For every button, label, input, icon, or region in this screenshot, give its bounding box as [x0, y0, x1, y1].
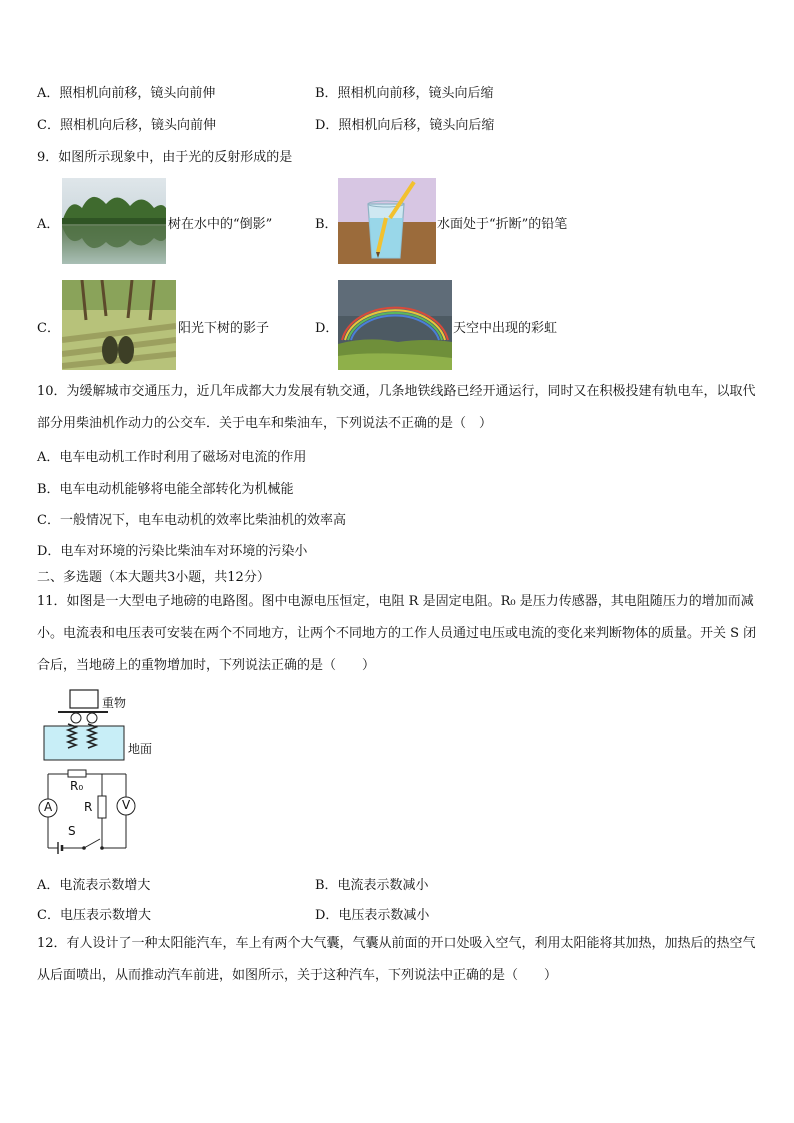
q8-option-a: A．照相机向前移，镜头向前伸 — [37, 86, 216, 101]
weighbridge-circuit-diagram — [38, 688, 168, 856]
q9-option-a-caption: 树在水中的“倒影” — [168, 217, 273, 232]
q10-option-c: C．一般情况下，电车电动机的效率比柴油机的效率高 — [37, 513, 346, 528]
q9-option-a-letter: A． — [37, 217, 60, 232]
q8-option-d: D．照相机向后移，镜头向后缩 — [315, 118, 495, 133]
q9-option-d-letter: D． — [315, 321, 339, 336]
q9-option-b-letter: B． — [315, 217, 338, 232]
q10-stem: 10．为缓解城市交通压力，近几年成都大力发展有轨交通，几条地铁线路已经开通运行，同时又在积极投建有轨电车，以取代部分用柴油机作动力的公交车．关于电车和柴油车，下列说法不正确的是（ ） — [37, 384, 756, 431]
r-label: R — [84, 800, 93, 814]
q11-option-d: D．电压表示数减小 — [315, 908, 430, 923]
q9-option-c-caption: 阳光下树的影子 — [178, 321, 270, 336]
q11-option-b: B．电流表示数减小 — [315, 878, 429, 893]
q9-option-c-letter: C． — [37, 321, 60, 336]
tree-reflection-image — [62, 178, 166, 264]
q11-stem: 11．如图是一大型电子地磅的电路图。图中电源电压恒定，电阻 R 是固定电阻。R₀ 是压力传感器，其电阻随压力的增加而减小。电流表和电压表可安装在两个不同地方，让两个不同地方的工作人员通过电压或电流的变化来判断物体的质量。开关 S 闭合后，当地磅上的重物增加时，下列说法正确的是（ ） — [37, 594, 757, 673]
q10-option-b: B．电车电动机能够将电能全部转化为机械能 — [37, 482, 294, 497]
weight-label: 重物 — [102, 696, 127, 710]
q9-option-d-caption: 天空中出现的彩虹 — [453, 321, 558, 336]
q9-option-b-caption: 水面处于“折断”的铅笔 — [437, 217, 568, 232]
tree-shadow-image — [62, 280, 176, 370]
q10-option-d: D．电车对环境的污染比柴油车对环境的污染小 — [37, 544, 308, 559]
pencil-in-water-image — [338, 178, 436, 264]
r0-label: R₀ — [70, 779, 84, 793]
section-multiple-choice-heading: 二、多选题（本大题共3小题，共12分） — [37, 570, 270, 585]
ground-label: 地面 — [128, 742, 153, 756]
q11-option-c: C．电压表示数增大 — [37, 908, 151, 923]
q12-stem: 12．有人设计了一种太阳能汽车，车上有两个大气囊，气囊从前面的开口处吸入空气，利用太阳能将其加热，加热后的热空气从后面喷出，从而推动汽车前进，如图所示，关于这种汽车，下列说法中正确的是（ ） — [37, 936, 756, 983]
voltmeter-label: V — [122, 798, 131, 812]
rainbow-image — [338, 280, 452, 370]
ammeter-label: A — [44, 800, 53, 814]
q11-option-a: A．电流表示数增大 — [37, 878, 151, 893]
q8-option-b: B．照相机向前移，镜头向后缩 — [315, 86, 494, 101]
switch-label: S — [68, 824, 76, 838]
q9-stem: 9．如图所示现象中，由于光的反射形成的是 — [37, 150, 293, 165]
q10-option-a: A．电车电动机工作时利用了磁场对电流的作用 — [37, 450, 307, 465]
q8-option-c: C．照相机向后移，镜头向前伸 — [37, 118, 216, 133]
